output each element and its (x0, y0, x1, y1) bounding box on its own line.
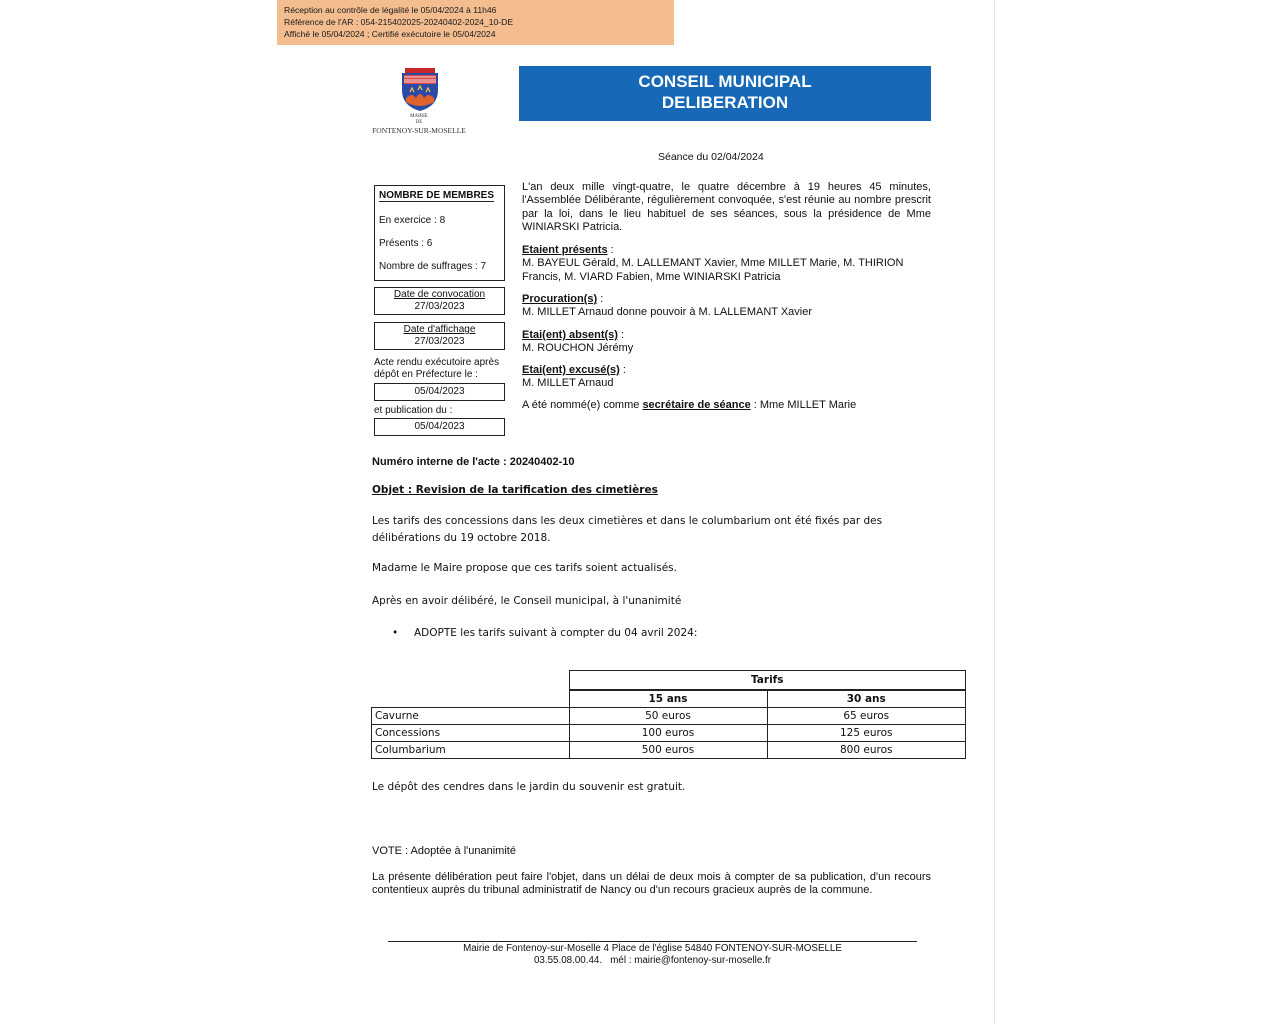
secretaire-line (522, 399, 856, 412)
presents-block: Etaient présents : M. BAYEUL Gérald, M. LALLEMANT Xavier, Mme MILLET Marie, M. THIRION Francis, M. VIARD Fabien, Mme WINIARSKI Patricia (522, 244, 904, 283)
convocation-box (374, 287, 505, 315)
executoire-label (374, 357, 499, 381)
tarifs-group-header: Tarifs (569, 671, 966, 691)
body-paragraph-2: Madame le Maire propose que ces tarifs soient actualisés. (372, 562, 677, 574)
convocation-value: 27/03/2023 (414, 301, 465, 312)
procuration-block: Procuration(s) : M. MILLET Arnaud donne pouvoir à M. LALLEMANT Xavier (522, 293, 813, 319)
footer (380, 943, 925, 967)
row-value-15: 500 euros (569, 742, 767, 759)
tarifs-table (371, 670, 966, 759)
executoire-label-line2: dépôt en Préfecture le : (374, 369, 478, 380)
logo-caption-name: FONTENOY-SUR-MOSELLE (372, 126, 466, 135)
table-row (372, 742, 966, 759)
banner-title-line1: CONSEIL MUNICIPAL (638, 72, 812, 91)
row-value-30: 800 euros (767, 742, 966, 759)
body-p1-line2: délibérations du 19 octobre 2018. (372, 532, 551, 544)
mairie-logo (372, 66, 480, 140)
table-row (372, 708, 966, 725)
row-label: Concessions (372, 725, 570, 742)
absents-block: Etai(ent) absent(s) : M. ROUCHON Jérémy (522, 329, 634, 355)
row-label: Columbarium (372, 742, 570, 759)
members-en-exercice: En exercice : 8 (379, 215, 446, 226)
coat-of-arms-icon (400, 68, 440, 112)
logo-caption-mairie: MAIRIE DE (410, 114, 428, 125)
jardin-souvenir-note: Le dépôt des cendres dans le jardin du souvenir est gratuit. (372, 781, 686, 793)
row-label: Cavurne (372, 708, 570, 725)
absents-label: Etai(ent) absent(s) (522, 329, 618, 341)
members-box (374, 185, 505, 281)
executoire-label-line1: Acte rendu exécutoire après (374, 357, 500, 368)
stamp-line-affichage: Affiché le 05/04/2024 ; Certifié exécutoire le 05/04/2024 (284, 29, 496, 39)
table-row (372, 725, 966, 742)
excuses-block: Etai(ent) excusé(s) : M. MILLET Arnaud (522, 364, 626, 390)
excuses-label: Etai(ent) excusé(s) (522, 364, 620, 376)
objet-title: Objet : Revision de la tarification des cimetières (372, 484, 658, 496)
stamp-line-reception: Réception au contrôle de légalité le 05/04/2024 à 11h46 (284, 5, 497, 15)
publication-label: et publication du : (374, 405, 453, 416)
seance-date: Séance du 02/04/2024 (658, 151, 764, 163)
procuration-label: Procuration(s) (522, 293, 598, 305)
affichage-value: 27/03/2023 (414, 336, 465, 347)
presents-line2: Francis, M. VIARD Fabien, Mme WINIARSKI Patricia (522, 270, 781, 283)
body-p1-line1: Les tarifs des concessions dans les deux cimetières et dans le columbarium ont été fixés par des (372, 515, 883, 527)
bullet-icon: • (392, 627, 399, 639)
row-value-15: 100 euros (569, 725, 767, 742)
absents-text: M. ROUCHON Jérémy (522, 342, 634, 355)
footer-address: Mairie de Fontenoy-sur-Moselle 4 Place de l'église 54840 FONTENOY-SUR-MOSELLE (463, 943, 842, 954)
col-header-15: 15 ans (569, 690, 767, 708)
excuses-text: M. MILLET Arnaud (522, 377, 614, 390)
executoire-value: 05/04/2023 (374, 383, 505, 401)
legality-stamp (277, 0, 674, 45)
stamp-line-reference: Référence de l'AR : 054-215402025-20240402-2024_10-DE (284, 17, 514, 27)
conseil-banner (519, 66, 931, 121)
recours-paragraph: La présente délibération peut faire l'objet, dans un délai de deux mois à compter de sa publication, d'un recours contentieux auprès du tribunal administratif de Nancy ou d'un recours gracieux auprès de la commune. (372, 871, 931, 897)
members-title: NOMBRE DE MEMBRES (379, 190, 495, 201)
acte-number: Numéro interne de l'acte : 20240402-10 (372, 456, 575, 468)
members-suffrages: Nombre de suffrages : 7 (379, 261, 487, 272)
footer-contact: 03.55.08.00.44. mél : mairie@fontenoy-sur-moselle.fr (533, 955, 771, 966)
adopte-text: ADOPTE les tarifs suivant à compter du 04 avril 2024: (414, 627, 698, 639)
presents-label: Etaient présents (522, 244, 608, 256)
footer-rule (388, 941, 917, 942)
secretaire-label: secrétaire de séance (642, 399, 751, 411)
intro-paragraph: L'an deux mille vingt-quatre, le quatre décembre à 19 heures 45 minutes, l'Assemblée Délibérante, régulièrement convoquée, s'est réunie au nombre prescrit par la loi, dans le lieu habituel de ses séances, sous la présidence de Mme WINIARSKI Patricia. (522, 181, 931, 234)
col-header-30: 30 ans (767, 690, 966, 708)
vote-line: VOTE : Adoptée à l'unanimité (372, 845, 516, 857)
banner-title-line2: DELIBERATION (661, 93, 789, 112)
affichage-label: Date d'affichage (403, 324, 476, 335)
members-presents: Présents : 6 (379, 238, 433, 249)
convocation-label: Date de convocation (393, 289, 486, 300)
row-value-30: 125 euros (767, 725, 966, 742)
secretaire-name: : Mme MILLET Marie (750, 399, 857, 411)
procuration-text: M. MILLET Arnaud donne pouvoir à M. LALLEMANT Xavier (522, 306, 813, 319)
body-paragraph-3: Après en avoir délibéré, le Conseil municipal, à l'unanimité (372, 595, 682, 607)
body-paragraph-1 (372, 513, 882, 547)
presents-line1: M. BAYEUL Gérald, M. LALLEMANT Xavier, Mme MILLET Marie, M. THIRION (522, 257, 904, 270)
row-value-15: 50 euros (569, 708, 767, 725)
secretaire-prefix: A été nommé(e) comme (522, 399, 643, 411)
adopte-bullet (392, 627, 697, 639)
affichage-box (374, 322, 505, 350)
page-edge-rule (994, 0, 995, 1024)
row-value-30: 65 euros (767, 708, 966, 725)
publication-value: 05/04/2023 (374, 418, 505, 436)
